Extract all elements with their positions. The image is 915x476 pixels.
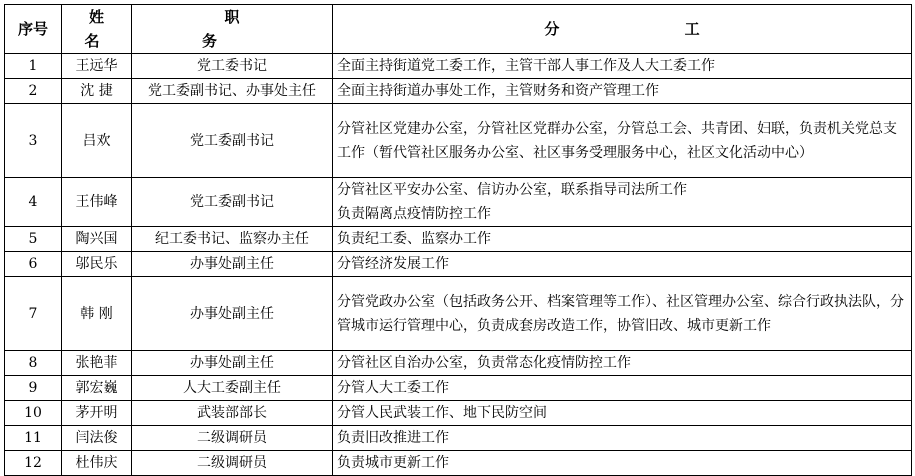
person-duty: 负责旧改推进工作 (333, 426, 912, 451)
row-number: 6 (5, 252, 62, 277)
person-position: 办事处副主任 (132, 277, 333, 351)
person-duty: 分管社区党建办公室，分管社区党群办公室，分管总工会、共青团、妇联，负责机关党总支工作（暂代管社区服务办公室、社区事务受理服务中心，社区文化活动中心） (333, 104, 912, 178)
table-row (5, 351, 912, 376)
person-position: 二级调研员 (132, 451, 333, 476)
person-position: 办事处副主任 (132, 252, 333, 277)
row-number: 10 (5, 401, 62, 426)
person-name: 王伟峰 (62, 178, 132, 227)
person-position: 党工委书记 (132, 54, 333, 79)
person-name: 闫法俊 (62, 426, 132, 451)
row-number: 2 (5, 79, 62, 104)
table-row (5, 54, 912, 79)
table-row (5, 178, 912, 227)
person-name: 邬民乐 (62, 252, 132, 277)
person-duty: 分管社区自治办公室，负责常态化疫情防控工作 (333, 351, 912, 376)
table-row (5, 426, 912, 451)
person-position: 党工委副书记、办事处主任 (132, 79, 333, 104)
table-header-row (5, 5, 912, 54)
table-row (5, 451, 912, 476)
table-row (5, 227, 912, 252)
person-name: 茅开明 (62, 401, 132, 426)
person-duty: 分管人民武装工作、地下民防空间 (333, 401, 912, 426)
person-duty: 负责城市更新工作 (333, 451, 912, 476)
person-position: 党工委副书记 (132, 104, 333, 178)
person-duty: 分管经济发展工作 (333, 252, 912, 277)
table-row (5, 277, 912, 351)
person-duty: 全面主持街道党工委工作，主管干部人事工作及人大工委工作 (333, 54, 912, 79)
header-no: 序号 (5, 5, 62, 54)
person-position: 党工委副书记 (132, 178, 333, 227)
row-number: 11 (5, 426, 62, 451)
person-name: 韩 刚 (62, 277, 132, 351)
person-name: 郭宏巍 (62, 376, 132, 401)
person-duty: 分管人大工委工作 (333, 376, 912, 401)
table-row (5, 252, 912, 277)
person-name: 沈 捷 (62, 79, 132, 104)
header-name: 姓 名 (62, 5, 132, 54)
person-duty: 全面主持街道办事处工作，主管财务和资产管理工作 (333, 79, 912, 104)
table-body (5, 54, 912, 476)
person-position: 人大工委副主任 (132, 376, 333, 401)
row-number: 3 (5, 104, 62, 178)
header-duty: 分 工 (333, 5, 912, 54)
person-duty: 分管社区平安办公室、信访办公室，联系指导司法所工作 负责隔离点疫情防控工作 (333, 178, 912, 227)
leadership-duty-table (4, 4, 912, 476)
row-number: 12 (5, 451, 62, 476)
person-position: 武装部部长 (132, 401, 333, 426)
person-duty: 负责纪工委、监察办工作 (333, 227, 912, 252)
row-number: 5 (5, 227, 62, 252)
person-name: 王远华 (62, 54, 132, 79)
person-name: 吕欢 (62, 104, 132, 178)
person-position: 办事处副主任 (132, 351, 333, 376)
table-row (5, 104, 912, 178)
row-number: 7 (5, 277, 62, 351)
person-position: 二级调研员 (132, 426, 333, 451)
person-name: 陶兴国 (62, 227, 132, 252)
table-row (5, 79, 912, 104)
row-number: 9 (5, 376, 62, 401)
table-row (5, 376, 912, 401)
person-name: 杜伟庆 (62, 451, 132, 476)
table-row (5, 401, 912, 426)
header-position: 职 务 (132, 5, 333, 54)
person-position: 纪工委书记、监察办主任 (132, 227, 333, 252)
row-number: 8 (5, 351, 62, 376)
row-number: 4 (5, 178, 62, 227)
row-number: 1 (5, 54, 62, 79)
person-name: 张艳菲 (62, 351, 132, 376)
person-duty: 分管党政办公室（包括政务公开、档案管理等工作）、社区管理办公室、综合行政执法队，分管城市运行管理中心，负责成套房改造工作，协管旧改、城市更新工作 (333, 277, 912, 351)
